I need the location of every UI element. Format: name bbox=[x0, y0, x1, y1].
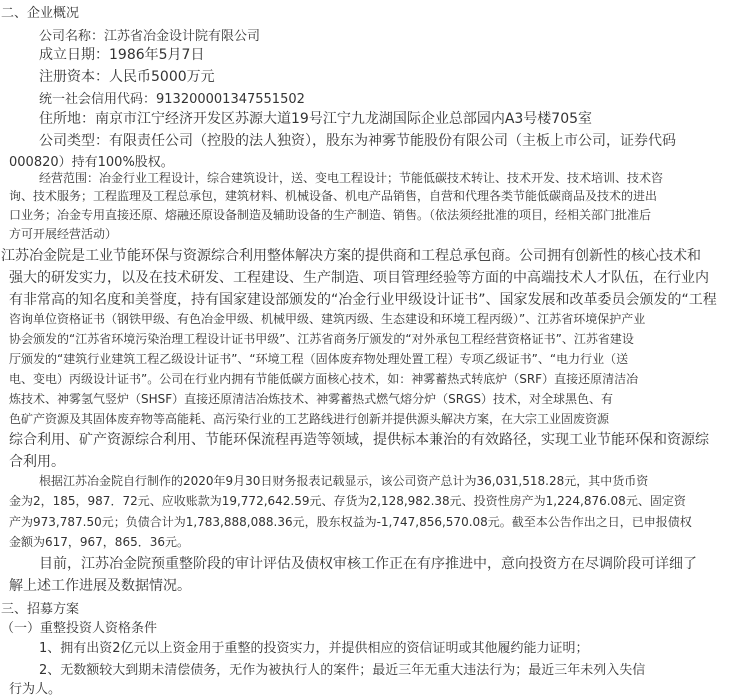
intro-line: 电、变电）丙级设计证书”。公司在行业内拥有节能低碳方面核心技术，如：神雾蓄热式转底炉（SRF）直接还原清洁冶 bbox=[9, 372, 639, 386]
address: 住所地：南京市江宁经济开发区苏源大道19号江宁九龙湖国际企业总部园内A3号楼705室 bbox=[39, 111, 593, 127]
finance-line: 产为973,787.50元；负债合计为1,783,888,088.36元，股东权益为-1,747,856,570.08元。截至本公告作出之日，已申报债权 bbox=[9, 515, 692, 529]
registered-capital: 注册资本：人民币5000万元 bbox=[39, 69, 215, 85]
credit-code: 统一社会信用代码：913200001347551502 bbox=[39, 92, 305, 107]
intro-line: 有非常高的知名度和美誉度，持有国家建设部颁发的“冶金行业甲级设计证书”、国家发展和改革委员会颁发的“工程 bbox=[9, 292, 717, 308]
requirement-item: 2、无数额较大到期未清偿债务，无作为被执行人的案件；最近三年无重大违法行为；最近三年未列入失信 bbox=[39, 663, 646, 678]
section-heading: 三、招募方案 bbox=[1, 602, 80, 617]
scope-line: 经营范围：冶金行业工程设计，综合建筑设计，送、变电工程设计；节能低碳技术转让、技术开发、技术培训、技术咨 bbox=[39, 171, 664, 185]
progress-line: 目前，江苏冶金院预重整阶段的审计评估及债权审核工作正在有序推进中，意向投资方在尽调阶段可详细了 bbox=[39, 556, 697, 572]
intro-line: 色矿产资源及其固体废弃物等高能耗、高污染行业的工艺路线进行创新并提供源头解决方案，在大宗工业固废资源 bbox=[9, 412, 610, 426]
progress-line: 解上述工作进展及数据情况。 bbox=[9, 578, 191, 594]
intro-line: 江苏冶金院是工业节能环保与资源综合利用整体解决方案的提供商和工程总承包商。公司拥有创新性的核心技术和 bbox=[1, 248, 701, 264]
finance-line: 金额为617，967，865．36元。 bbox=[9, 535, 189, 549]
requirement-item-cont: 行为人。 bbox=[9, 682, 62, 697]
intro-line: 综合利用、矿产资源综合利用、节能环保流程再造等领域，提供标本兼治的有效路径，实现工业节能环保和资源综 bbox=[9, 432, 709, 448]
intro-line: 合利用。 bbox=[9, 454, 65, 470]
company-name: 公司名称：江苏省冶金设计院有限公司 bbox=[39, 29, 261, 44]
scope-line: 询、技术服务；工程监理及工程总承包，建筑材料、机械设备、机电产品销售，自营和代理各类节能低碳商品及技术的进出 bbox=[9, 189, 658, 203]
intro-line: 强大的研发实力，以及在技术研发、工程建设、生产制造、项目管理经验等方面的中高端技术人才队伍，在行业内 bbox=[9, 270, 709, 286]
finance-line: 金为2，185，987．72元、应收账款为19,772,642.59元、存货为2,128,982.38元、投资性房产为1,224,876.08元、固定资 bbox=[9, 494, 686, 508]
requirement-item: 1、拥有出资2亿元以上资金用于重整的投资实力，并提供相应的资信证明或其他履约能力证明； bbox=[39, 641, 589, 656]
subsection-heading: （一）重整投资人资格条件 bbox=[1, 621, 158, 636]
intro-line: 咨询单位资格证书（钢铁甲级、有色冶金甲级、机械甲级、建筑丙级、生态建设和环境工程丙级）”、江苏省环境保护产业 bbox=[9, 312, 646, 326]
company-type-cont: 000820）持有100%股权。 bbox=[9, 155, 174, 170]
section-heading: 二、企业概况 bbox=[1, 6, 80, 21]
intro-line: 厅颁发的“建筑行业建筑工程乙级设计证书”、“环境工程（固体废弃物处理处置工程）专项乙级证书”、“电力行业（送 bbox=[9, 352, 629, 366]
intro-line: 协会颁发的“江苏省环境污染治理工程设计证书甲级”、江苏省商务厅颁发的“对外承包工程经营资格证书”、江苏省建设 bbox=[9, 332, 634, 346]
scope-line: 方可开展经营活动） bbox=[9, 227, 118, 241]
scope-line: 口业务；冶金专用直接还原、熔融还原设备制造及辅助设备的生产制造、销售。（依法须经批准的项目，经相关部门批准后 bbox=[9, 208, 652, 222]
company-type: 公司类型：有限责任公司（控股的法人独资），股东为神雾节能股份有限公司（主板上市公司，证券代码 bbox=[39, 133, 676, 149]
founded-date: 成立日期：1986年5月7日 bbox=[39, 47, 205, 63]
finance-line: 根据江苏冶金院自行制作的2020年9月30日财务报表记载显示，该公司资产总计为36,031,518.28元，其中货币资 bbox=[39, 474, 649, 488]
intro-line: 炼技术、神雾氢气竖炉（SHSF）直接还原清洁冶炼技术、神雾蓄热式燃气熔分炉（SRGS）技术，对全球黑色、有 bbox=[9, 392, 614, 406]
